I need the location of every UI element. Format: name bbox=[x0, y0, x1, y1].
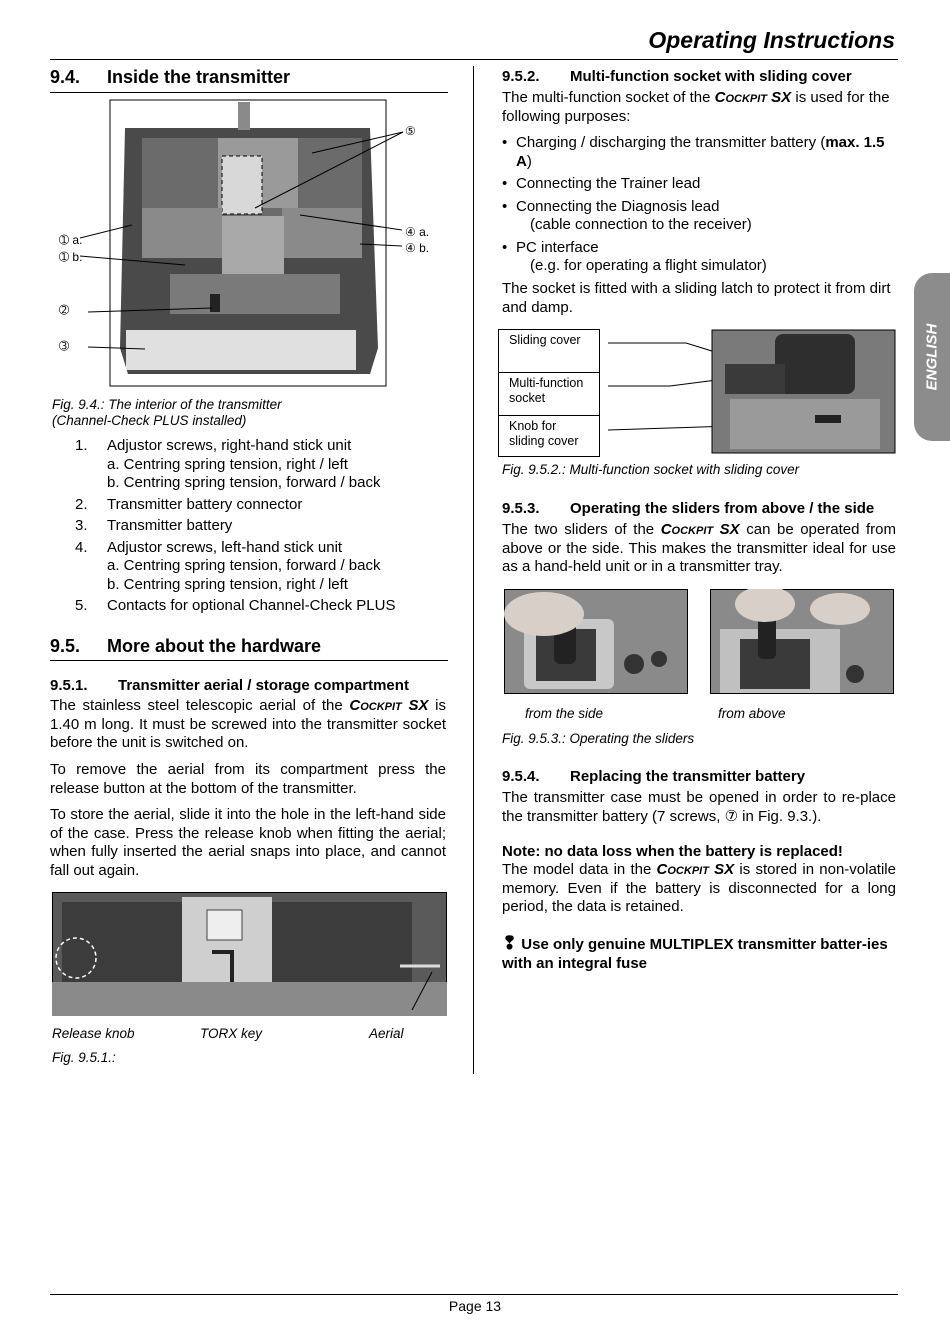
warning-text: Use only genuine MULTIPLEX transmitter batter-ies with an integral fuse bbox=[502, 936, 888, 972]
section-9-5-3-heading bbox=[502, 500, 874, 517]
list-number: 4. bbox=[75, 538, 88, 556]
figure-caption-sub: (Channel-Check PLUS installed) bbox=[52, 413, 247, 428]
brand-name: Cockpit SX bbox=[660, 521, 740, 538]
purpose-bullet-list bbox=[502, 134, 898, 280]
section-9-5-4-heading bbox=[502, 768, 805, 785]
legend-sliding-cover: Sliding cover bbox=[499, 330, 599, 373]
section-number: 9.5. bbox=[50, 636, 81, 656]
paragraph bbox=[502, 521, 896, 577]
text: can be operated from above or the side. This makes the transmitter ideal for use as a hand-held unit or in a transmitter tray. bbox=[502, 521, 896, 575]
section-9-5-2-heading bbox=[502, 68, 852, 85]
section-9-4-heading bbox=[50, 67, 290, 88]
section-title: More about the hardware bbox=[107, 636, 322, 656]
photo-label-release-knob: Release knob bbox=[52, 1026, 135, 1041]
list-item bbox=[50, 496, 450, 515]
list-item bbox=[50, 517, 450, 536]
section-title: Inside the transmitter bbox=[107, 67, 291, 87]
list-item: • Connecting the Trainer lead bbox=[502, 175, 898, 194]
transmitter-parts-list bbox=[50, 437, 450, 616]
aerial-compartment-photo bbox=[52, 892, 448, 1017]
list-item bbox=[50, 597, 450, 616]
callout-3: ➂ bbox=[59, 339, 70, 353]
figure-caption: Fig. 9.4.: The interior of the transmitter bbox=[52, 397, 282, 412]
figure-caption: Fig. 9.5.2.: Multi-function socket with sliding cover bbox=[502, 462, 800, 477]
callout-4b: ④ b. bbox=[405, 241, 430, 255]
list-number: 3. bbox=[75, 517, 88, 534]
text: • Connecting the Diagnosis lead bbox=[516, 197, 720, 215]
text: The two sliders of the bbox=[502, 521, 661, 538]
brand-name: Cockpit SX bbox=[349, 697, 429, 714]
list-line: Adjustor screws, right-hand stick unit bbox=[107, 437, 352, 454]
paragraph: To store the aerial, slide it into the hole in the left-hand side of the case. Press the release knob when fitting the aerial; when fully inserted the aerial snaps into place, and cannot fall out again. bbox=[50, 806, 446, 879]
heading-rule bbox=[50, 660, 448, 661]
list-item bbox=[502, 198, 898, 235]
list-item bbox=[50, 437, 450, 493]
list-line: Adjustor screws, left-hand stick unit bbox=[107, 538, 343, 556]
list-line: Transmitter battery bbox=[107, 517, 233, 534]
list-line: b. Centring spring tension, forward / back bbox=[107, 474, 381, 491]
photo-label-aerial: Aerial bbox=[369, 1026, 404, 1041]
text: (cable connection to the receiver) bbox=[530, 216, 752, 233]
paragraph bbox=[50, 697, 446, 753]
text: The multi-function socket of the bbox=[502, 89, 715, 106]
legend-multifunction-socket: Multi-function socket bbox=[499, 373, 599, 416]
page-header-title: Operating Instructions bbox=[648, 27, 895, 53]
list-line: b. Centring spring tension, right / left bbox=[107, 575, 348, 593]
list-number: 5. bbox=[75, 597, 88, 614]
subsection-title: Replacing the transmitter battery bbox=[570, 768, 806, 785]
text: Charging / discharging the transmitter battery ( bbox=[516, 134, 826, 151]
text: ) bbox=[526, 152, 532, 170]
subsection-title: Multi-function socket with sliding cover bbox=[570, 68, 852, 85]
subsection-number: 9.5.1. bbox=[50, 677, 88, 694]
callout-4a: ④ a. bbox=[405, 225, 430, 239]
text: is used for the following purposes: bbox=[502, 89, 890, 125]
slider-above-photo bbox=[710, 589, 895, 695]
callout-5: ⑤ bbox=[405, 124, 416, 138]
section-9-5-1-heading bbox=[50, 677, 409, 694]
brand-name: Cockpit SX bbox=[714, 89, 792, 106]
language-tab-label: ENGLISH bbox=[923, 323, 941, 391]
warning-note bbox=[502, 934, 898, 973]
warning-icon: ❢ bbox=[502, 933, 518, 953]
list-line: a. Centring spring tension, forward / back bbox=[107, 557, 381, 574]
list-number: 1. bbox=[75, 437, 88, 454]
footer-rule bbox=[50, 1294, 898, 1295]
language-tab bbox=[914, 273, 950, 441]
header-rule bbox=[50, 59, 898, 60]
list-line: a. Centring spring tension, right / left bbox=[107, 455, 348, 473]
page-number: Page 13 bbox=[448, 1298, 502, 1314]
figure-caption: Fig. 9.5.1.: bbox=[52, 1050, 116, 1065]
list-number: 2. bbox=[75, 495, 88, 513]
slider-side-photo bbox=[504, 589, 689, 695]
photo-label-side: from the side bbox=[525, 706, 604, 721]
callout-2: ➁ bbox=[59, 303, 70, 317]
subsection-number: 9.5.2. bbox=[502, 68, 540, 85]
callout-1a: ➀ a. bbox=[59, 233, 83, 247]
paragraph bbox=[502, 89, 898, 126]
socket-photo bbox=[600, 329, 896, 455]
text: The model data in the bbox=[502, 861, 657, 878]
transmitter-interior-figure bbox=[50, 98, 450, 390]
subsection-number: 9.5.3. bbox=[502, 500, 540, 517]
brand-name: Cockpit SX bbox=[656, 861, 735, 878]
figure-caption: Fig. 9.5.3.: Operating the sliders bbox=[502, 731, 695, 746]
subsection-title: Transmitter aerial / storage compartment bbox=[118, 677, 409, 694]
callout-1b: ➀ b. bbox=[59, 250, 83, 264]
paragraph: The socket is fitted with a sliding latch to protect it from dirt and damp. bbox=[502, 280, 891, 316]
text: (e.g. for operating a flight simulator) bbox=[530, 257, 767, 274]
note-heading: Note: no data loss when the battery is replaced! bbox=[502, 843, 843, 860]
text: • PC interface bbox=[516, 238, 599, 256]
text: The stainless steel telescopic aerial of the bbox=[50, 697, 350, 714]
photo-label-torx-key: TORX key bbox=[200, 1026, 263, 1041]
text: is 1.40 m long. It must be screwed into the transmitter socket before the unit is switched on. bbox=[50, 697, 446, 751]
section-number: 9.4. bbox=[50, 67, 81, 87]
text: is stored in non-volatile memory. Even if the battery is disconnected for a long period, the data is retained. bbox=[502, 861, 896, 915]
socket-legend-box bbox=[498, 329, 600, 457]
list-item bbox=[50, 539, 450, 595]
list-item bbox=[502, 239, 898, 276]
paragraph: To remove the aerial from its compartment press the release button at the bottom of the transmitter. bbox=[50, 761, 446, 797]
list-item bbox=[502, 134, 898, 171]
list-line: Transmitter battery connector bbox=[107, 495, 303, 513]
paragraph bbox=[502, 861, 896, 917]
heading-rule bbox=[50, 92, 448, 93]
subsection-number: 9.5.4. bbox=[502, 768, 540, 785]
photo-label-above: from above bbox=[718, 706, 786, 721]
column-divider bbox=[473, 66, 474, 1074]
paragraph: The transmitter case must be opened in order to re-place the transmitter battery (7 screws, ⑦ in Fig. 9.3.). bbox=[502, 789, 896, 825]
subsection-title: Operating the sliders from above / the side bbox=[570, 500, 875, 517]
section-9-5-heading bbox=[50, 636, 321, 657]
text-bold: max. 1.5 A bbox=[516, 134, 885, 170]
list-line: Contacts for optional Channel-Check PLUS bbox=[107, 597, 396, 614]
legend-knob: Knob for sliding cover bbox=[509, 419, 579, 448]
